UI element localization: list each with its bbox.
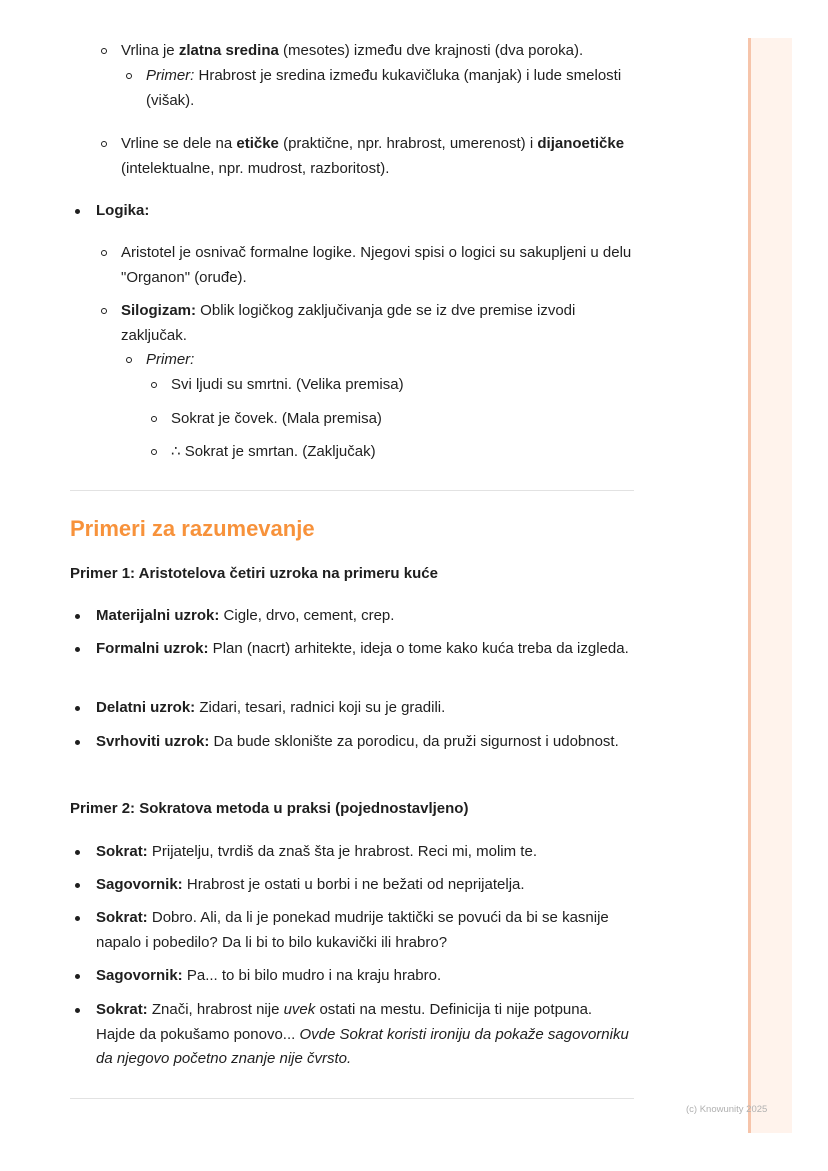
text: Aristotel je osnivač formalne logike. Njegovi spisi o logici su sakupljeni u delu "Organon" (oruđe). xyxy=(121,244,632,286)
list-item xyxy=(96,906,634,955)
list-item xyxy=(96,604,634,629)
text: (intelektualne, npr. mudrost, razboritost). xyxy=(121,159,390,177)
bold-text: Silogizam: xyxy=(121,302,197,319)
bold-text: Delatni uzrok: xyxy=(96,699,196,716)
bold-text: Sokrat: xyxy=(96,909,148,926)
text: Da bude sklonište za porodicu, da pruži sigurnost i udobnost. xyxy=(209,733,619,750)
primer1-heading: Primer 1: Aristotelova četiri uzroka na primeru kuće xyxy=(70,565,438,582)
list-item xyxy=(96,696,634,721)
list-item xyxy=(171,407,634,432)
list-item xyxy=(96,840,634,865)
list-item xyxy=(121,132,634,181)
text: Cigle, drvo, cement, crep. xyxy=(219,607,395,624)
list-item xyxy=(96,964,634,989)
list-item xyxy=(171,440,634,465)
text: Pa... to bi bilo mudro i na kraju hrabro. xyxy=(182,967,442,984)
list-item xyxy=(146,64,634,113)
text: Hrabrost je ostati u borbi i ne bežati od neprijatelja. xyxy=(182,876,525,893)
list-item xyxy=(121,299,634,348)
list-item xyxy=(96,199,634,224)
text: Plan (nacrt) arhitekte, ideja o tome kako kuća treba da izgleda. xyxy=(208,640,629,657)
list-item xyxy=(171,373,634,398)
list-item xyxy=(121,241,634,290)
list-item xyxy=(96,998,634,1072)
bold-text: zlatna sredina xyxy=(178,42,279,59)
list-item xyxy=(96,873,634,898)
bold-text: Materijalni uzrok: xyxy=(96,607,220,624)
list-item xyxy=(146,348,634,373)
text: Znači, hrabrost nije xyxy=(147,1001,284,1018)
text: Prijatelju, tvrdiš da znaš šta je hrabrost. Reci mi, molim te. xyxy=(147,843,537,860)
text: Svi ljudi su smrtni. (Velika premisa) xyxy=(171,376,404,393)
text: Dobro. Ali, da li je ponekad mudrije taktički se povući da bi se kasnije napalo i pobedilo? Da li bi to bilo kukavički ili hrabro? xyxy=(96,909,609,951)
text: ∴ Sokrat je smrtan. (Zaključak) xyxy=(171,443,376,460)
list-item xyxy=(121,39,634,64)
text: Vrline se dele na xyxy=(121,135,237,152)
text: Sokrat je čovek. (Mala premisa) xyxy=(171,410,382,427)
sidebar-divider xyxy=(748,38,751,1133)
italic-text: Ovde Sokrat koristi ironiju da pokaže sagovorniku da njegovo početno znanje nije čvrsto. xyxy=(96,1025,629,1067)
sidebar-panel xyxy=(748,38,792,1133)
text: (mesotes) između dve krajnosti (dva poroka). xyxy=(278,42,584,59)
divider xyxy=(70,1098,634,1099)
footer-copyright: (c) Knowunity 2025 xyxy=(686,1104,768,1115)
text: Vrlina je xyxy=(121,42,179,59)
bold-text: dijanoetičke xyxy=(537,135,625,152)
bold-text: Formalni uzrok: xyxy=(96,640,209,657)
text: (praktične, npr. hrabrost, umerenost) i xyxy=(278,135,538,152)
list-item xyxy=(96,637,634,662)
text: Zidari, tesari, radnici koji su je gradili. xyxy=(195,699,446,716)
bold-text: etičke xyxy=(236,135,279,152)
text: Hrabrost je sredina između kukavičluka (manjak) i lude smelosti (višak). xyxy=(146,67,622,109)
italic-text: Primer: xyxy=(146,351,195,368)
bold-text: Svrhoviti uzrok: xyxy=(96,733,210,750)
primer2-heading: Primer 2: Sokratova metoda u praksi (pojednostavljeno) xyxy=(70,800,469,817)
italic-text: uvek xyxy=(283,1001,316,1018)
divider xyxy=(70,490,634,491)
bold-text: Sagovornik: xyxy=(96,967,183,984)
bold-text: Sokrat: xyxy=(96,1001,148,1018)
list-item xyxy=(96,730,634,755)
text: Oblik logičkog zaključivanja gde se iz dve premise izvodi zaključak. xyxy=(121,302,576,344)
bold-text: Logika: xyxy=(96,202,150,219)
bold-text: Sokrat: xyxy=(96,843,148,860)
bold-text: Sagovornik: xyxy=(96,876,183,893)
section-heading: Primeri za razumevanje xyxy=(70,516,315,541)
text: ostati na mestu. Definicija ti nije potpuna. Hajde da pokušamo ponovo... xyxy=(96,1001,593,1043)
italic-text: Primer: xyxy=(146,67,195,84)
